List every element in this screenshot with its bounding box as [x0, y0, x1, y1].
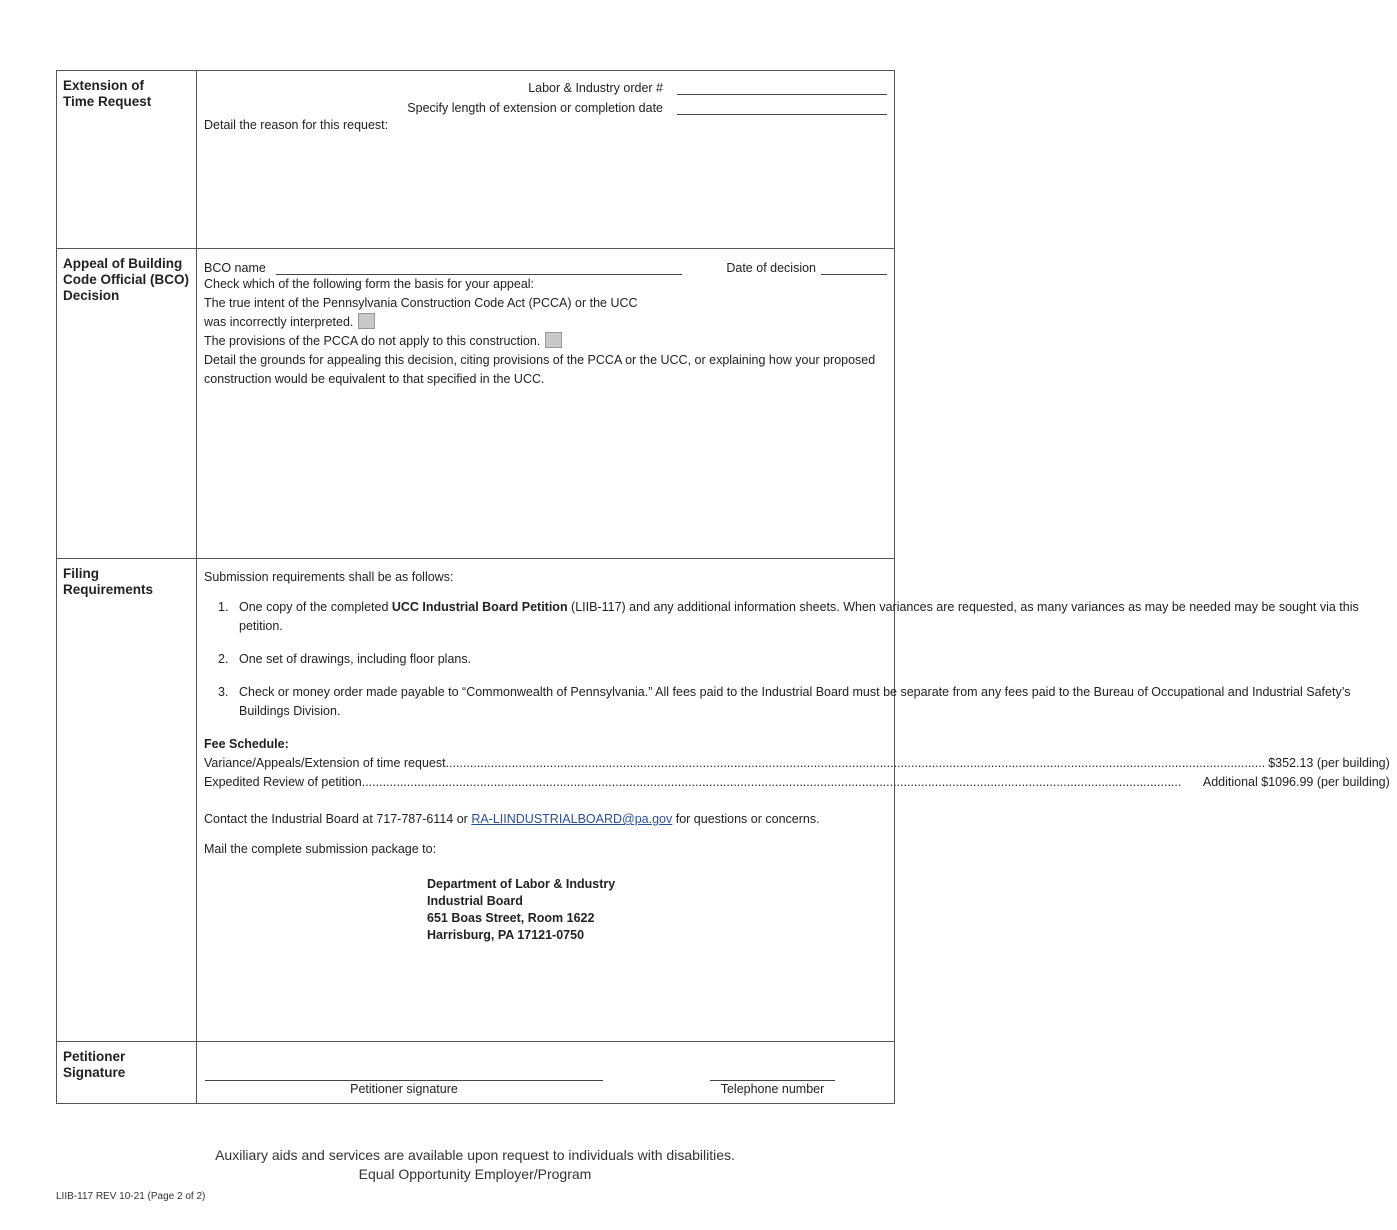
signature-section — [57, 1042, 894, 1103]
fee-row: Expedited Review of petition ..... Additional $1096.99 (per building) — [204, 773, 1390, 792]
extension-section — [57, 71, 894, 249]
grounds-field[interactable] — [204, 389, 887, 539]
grounds-text-2: construction would be equivalent to that specified in the UCC. — [204, 372, 545, 386]
appeal-section-content — [197, 249, 894, 558]
requirement-item: 2. One set of drawings, including floor plans. — [218, 652, 472, 666]
appeal-basis-intro: Check which of the following form the basis for your appeal: — [204, 277, 535, 291]
option-misinterpreted-text-1: The true intent of the Pennsylvania Construction Code Act (PCCA) or the UCC — [204, 296, 638, 310]
filing-section-label: Filing Requirements — [57, 559, 197, 1041]
option-misinterpreted-checkbox[interactable] — [358, 313, 375, 329]
equal-opportunity-notice: Equal Opportunity Employer/Program — [358, 1166, 592, 1182]
grounds-text-1: Detail the grounds for appealing this decision, citing provisions of the PCCA or the UCC, or explaining how your proposed — [204, 353, 876, 367]
option-not-apply-text: The provisions of the PCCA do not apply to this construction. — [204, 334, 541, 348]
bco-name-field[interactable] — [276, 263, 682, 275]
fee-row: Variance/Appeals/Extension of time request ..... $352.13 (per building) — [204, 754, 1390, 773]
extension-section-label: Extension of Time Request — [57, 71, 197, 248]
signature-section-content — [197, 1042, 894, 1103]
decision-date-label: Date of decision — [726, 261, 816, 275]
bco-name-label: BCO name — [204, 261, 266, 275]
appeal-section-label: Appeal of Building Code Official (BCO) Decision — [57, 249, 197, 558]
mailing-address: Department of Labor & Industry Industrial Board 651 Boas Street, Room 1622 Harrisburg, PA 17121-0750 — [427, 877, 616, 942]
option-not-apply-checkbox[interactable] — [545, 332, 562, 348]
order-number-field[interactable] — [677, 83, 887, 95]
order-number-label: Labor & Industry order # — [528, 81, 663, 95]
extension-length-label: Specify length of extension or completion date — [407, 101, 663, 115]
appeal-section — [57, 249, 894, 559]
filing-section — [57, 559, 1390, 1042]
fee-schedule-title: Fee Schedule: — [204, 737, 289, 751]
signature-section-label: Petitioner Signature — [57, 1042, 197, 1103]
reason-label: Detail the reason for this request: — [204, 118, 389, 132]
petition-form-table — [56, 70, 1390, 1104]
contact-text: Contact the Industrial Board at 717-787-6114 or RA-LIINDUSTRIALBOARD@pa.gov for questions or concerns. — [204, 812, 820, 826]
extension-section-content — [197, 71, 894, 248]
telephone-label: Telephone number — [720, 1082, 825, 1096]
filing-intro: Submission requirements shall be as follows: — [204, 570, 454, 584]
extension-length-field[interactable] — [677, 103, 887, 115]
decision-date-field[interactable] — [821, 263, 887, 275]
requirements-list — [218, 598, 1390, 721]
contact-email-link[interactable]: RA-LIINDUSTRIALBOARD@pa.gov — [471, 812, 673, 826]
form-id: LIIB-117 REV 10-21 (Page 2 of 2) — [56, 1191, 206, 1202]
filing-section-content — [197, 559, 1397, 1041]
bco-name-row — [204, 256, 887, 275]
requirement-item: 3. Check or money order made payable to “Commonwealth of Pennsylvania.” All fees paid to the Industrial Board must be separate from any fees paid to the Bureau of Occupational and Industrial Safety’s Buildings Division. — [218, 685, 1351, 718]
option-misinterpreted-row — [204, 313, 887, 332]
accessibility-notice: Auxiliary aids and services are available upon request to individuals with disabilities. — [215, 1147, 735, 1163]
petitioner-signature-field[interactable] — [205, 1080, 603, 1081]
mail-intro: Mail the complete submission package to: — [204, 842, 437, 856]
order-number-row — [204, 75, 887, 95]
telephone-field[interactable] — [710, 1080, 835, 1081]
reason-field[interactable] — [204, 135, 887, 235]
requirement-item: 1. One copy of the completed UCC Industrial Board Petition (LIIB-117) and any additional information sheets. When variances are requested, as many variances as may be needed may be sought via this petition. — [218, 600, 1359, 633]
petitioner-signature-label: Petitioner signature — [350, 1082, 458, 1096]
option-misinterpreted-text-2: was incorrectly interpreted. — [204, 315, 354, 329]
option-not-apply-row — [204, 332, 887, 351]
extension-length-row — [204, 95, 887, 115]
